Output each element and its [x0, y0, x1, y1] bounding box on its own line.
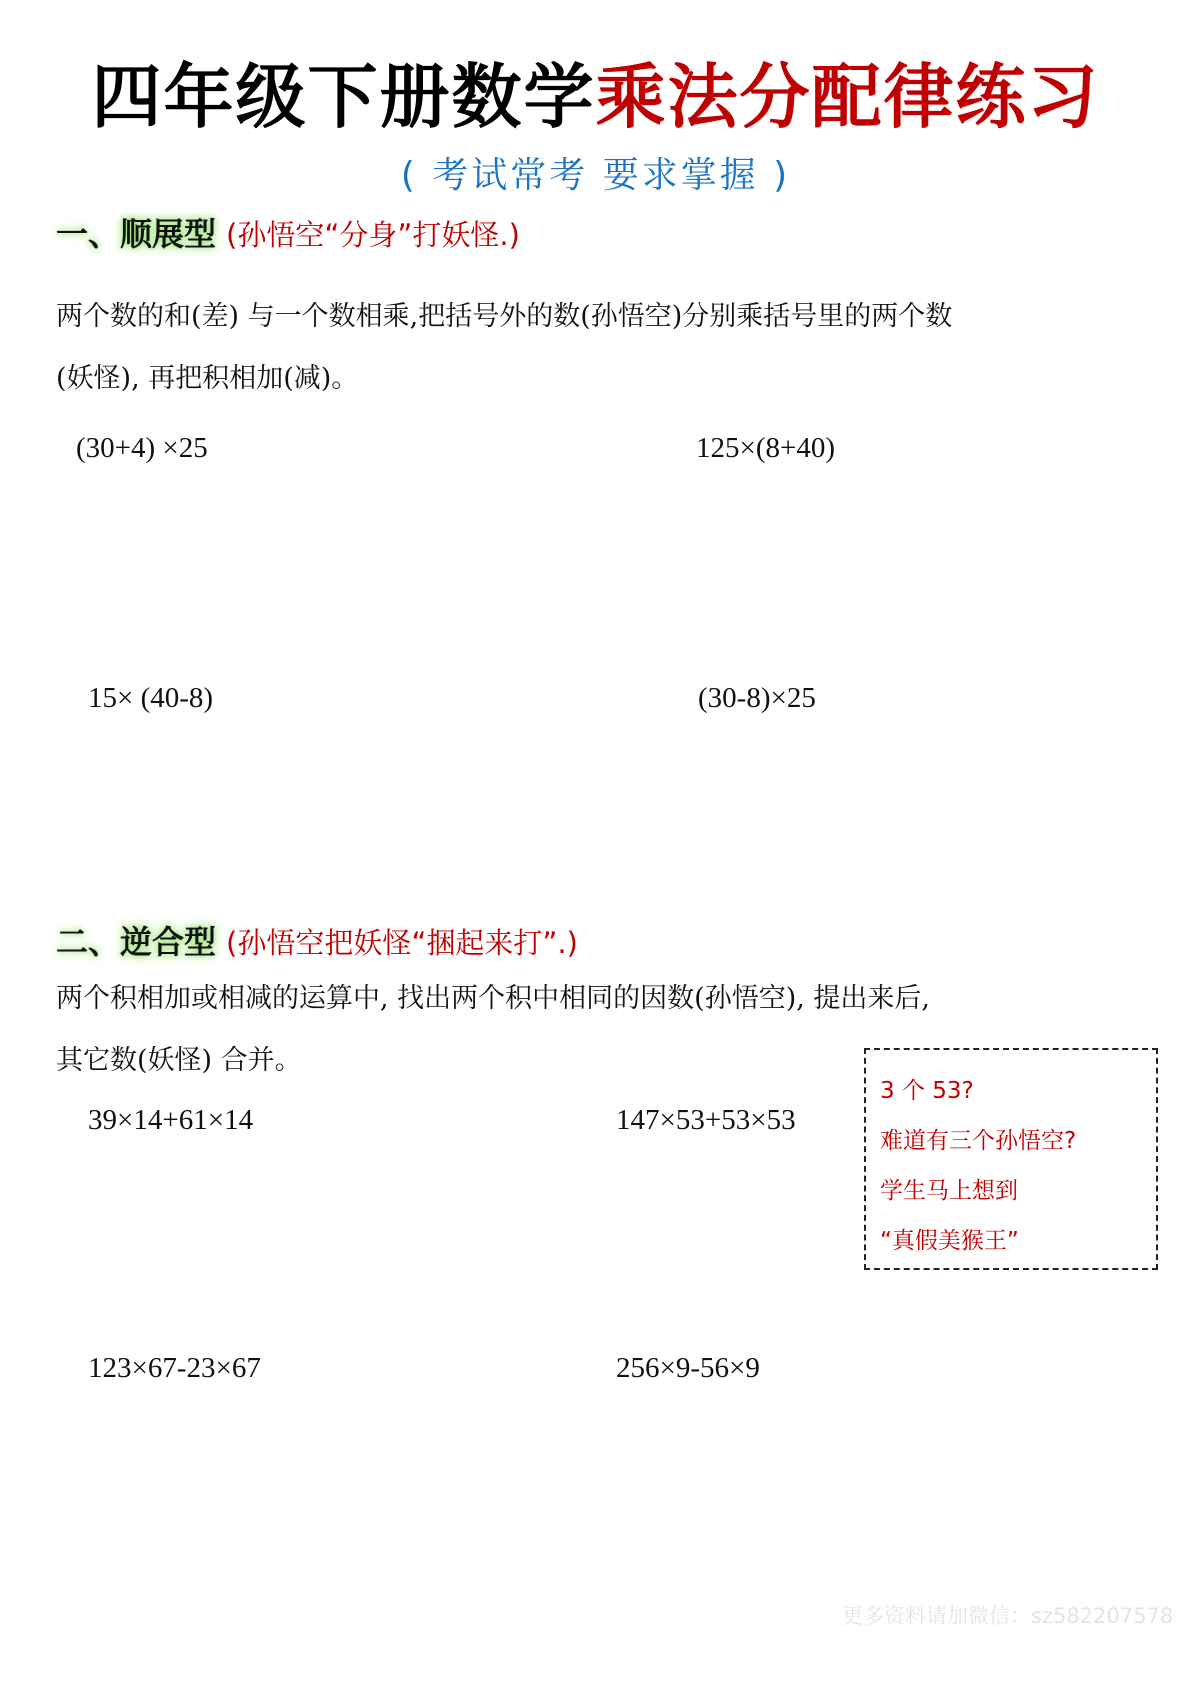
- watermark: 更多资料请加微信：sz582207578: [842, 1604, 1174, 1628]
- problem-2-1: 39×14+61×14: [88, 1104, 254, 1136]
- section-2-number: 二、: [56, 923, 121, 961]
- page-title: [0, 52, 1191, 142]
- section-1-number: 一、: [56, 215, 121, 253]
- section-2-heading: [56, 920, 578, 965]
- section-1-description-line-1: 两个数的和(差) 与一个数相乘,把括号外的数(孙悟空)分别乘括号里的两个数: [56, 301, 953, 332]
- callout-line-3: 学生马上想到: [880, 1178, 1018, 1204]
- page-subtitle: ( 考试常考 要求掌握 ): [400, 155, 791, 196]
- callout-line-1: 3 个 53?: [880, 1078, 974, 1104]
- problem-1-3: 15× (40-8): [88, 682, 214, 714]
- callout-line-4: “真假美猴王”: [880, 1228, 1019, 1254]
- section-1-heading: [56, 212, 520, 257]
- section-2-description-line-1: 两个积相加或相减的运算中, 找出两个积中相同的因数(孙悟空), 提出来后,: [56, 983, 930, 1014]
- problem-2-4: 256×9-56×9: [616, 1352, 760, 1384]
- section-2-note: (孙悟空把妖怪“捆起来打”.): [226, 926, 578, 960]
- title-topic-part: 乘法分配律练习: [595, 56, 1100, 138]
- problem-1-2: 125×(8+40): [696, 432, 836, 464]
- callout-line-2: 难道有三个孙悟空?: [880, 1128, 1077, 1154]
- section-2-name: 逆合型: [120, 923, 217, 961]
- section-2-description-line-2: 其它数(妖怪) 合并。: [56, 1045, 302, 1076]
- problem-2-2: 147×53+53×53: [616, 1104, 796, 1136]
- problem-2-3: 123×67-23×67: [88, 1352, 261, 1384]
- title-grade-part: 四年级下册数学: [91, 56, 596, 138]
- section-1-description: [56, 286, 1136, 410]
- section-1-note: (孙悟空“分身”打妖怪.): [226, 218, 520, 252]
- problem-1-1: (30+4) ×25: [76, 432, 208, 464]
- hint-callout-box: [864, 1048, 1158, 1270]
- problem-1-4: (30-8)×25: [698, 682, 816, 714]
- section-1-name: 顺展型: [120, 215, 217, 253]
- section-1-description-line-2: (妖怪), 再把积相加(减)。: [56, 363, 359, 394]
